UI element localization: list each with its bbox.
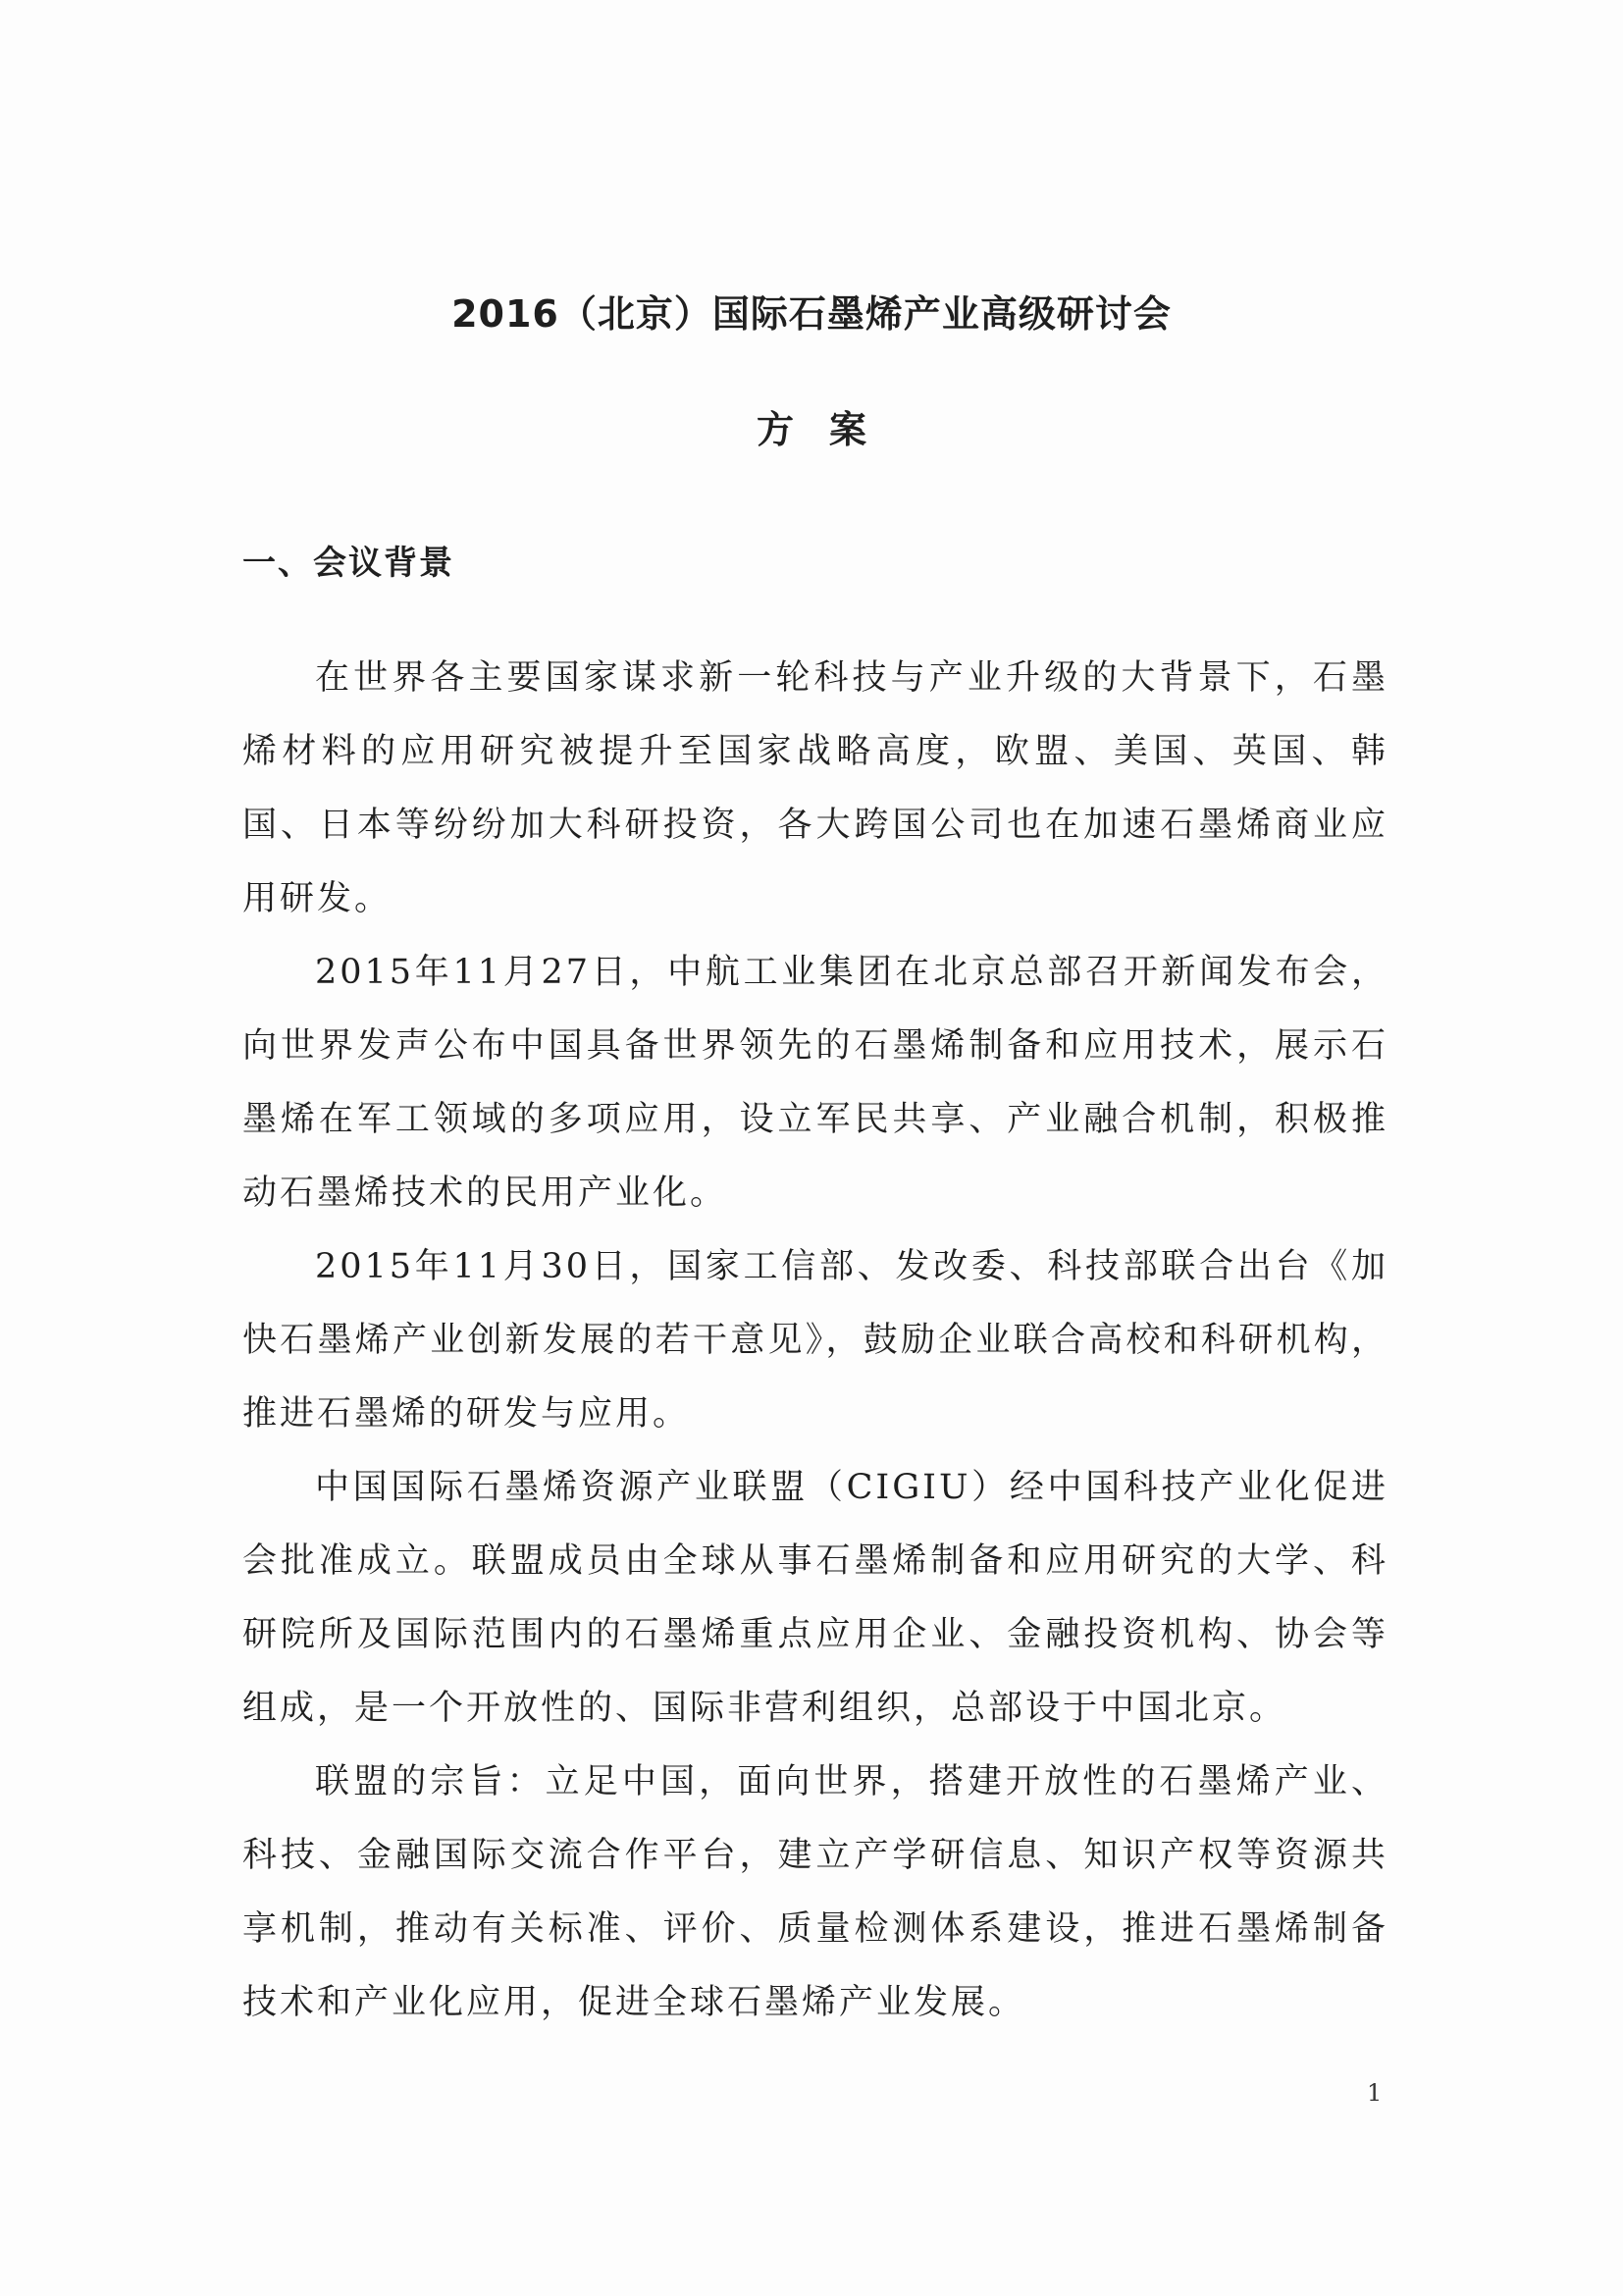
paragraph-4: 中国国际石墨烯资源产业联盟（CIGIU）经中国科技产业化促进会批准成立。联盟成员由全球从事石墨烯制备和应用研究的大学、科研院所及国际范围内的石墨烯重点应用企业、金融投资机构、协会等组成，是一个开放性的、国际非营利组织，总部设于中国北京。: [242, 1468, 1388, 1728]
title-block: [0, 285, 1623, 459]
paragraph-5: 联盟的宗旨：立足中国，面向世界，搭建开放性的石墨烯产业、科技、金融国际交流合作平台，建立产学研信息、知识产权等资源共享机制，推动有关标准、评价、质量检测体系建设，推进石墨烯制备技术和产业化应用，促进全球石墨烯产业发展。: [242, 1762, 1388, 2022]
document-subtitle: 方案: [756, 408, 902, 451]
document-body: [242, 536, 1388, 2040]
paragraph-1: 在世界各主要国家谋求新一轮科技与产业升级的大背景下，石墨烯材料的应用研究被提升至国家战略高度，欧盟、美国、英国、韩国、日本等纷纷加大科研投资，各大跨国公司也在加速石墨烯商业应用研发。: [242, 658, 1388, 918]
page-number: 1: [1367, 2079, 1383, 2107]
paragraph-3: 2015年11月30日，国家工信部、发改委、科技部联合出台《加快石墨烯产业创新发展的若干意见》，鼓励企业联合高校和科研机构，推进石墨烯的研发与应用。: [242, 1247, 1388, 1434]
section-heading: 一、会议背景: [242, 544, 454, 583]
paragraph-2: 2015年11月27日，中航工业集团在北京总部召开新闻发布会，向世界发声公布中国具备世界领先的石墨烯制备和应用技术，展示石墨烯在军工领域的多项应用，设立军民共享、产业融合机制，积极推动石墨烯技术的民用产业化。: [242, 953, 1388, 1213]
document-title: 2016（北京）国际石墨烯产业高级研讨会: [451, 292, 1172, 336]
